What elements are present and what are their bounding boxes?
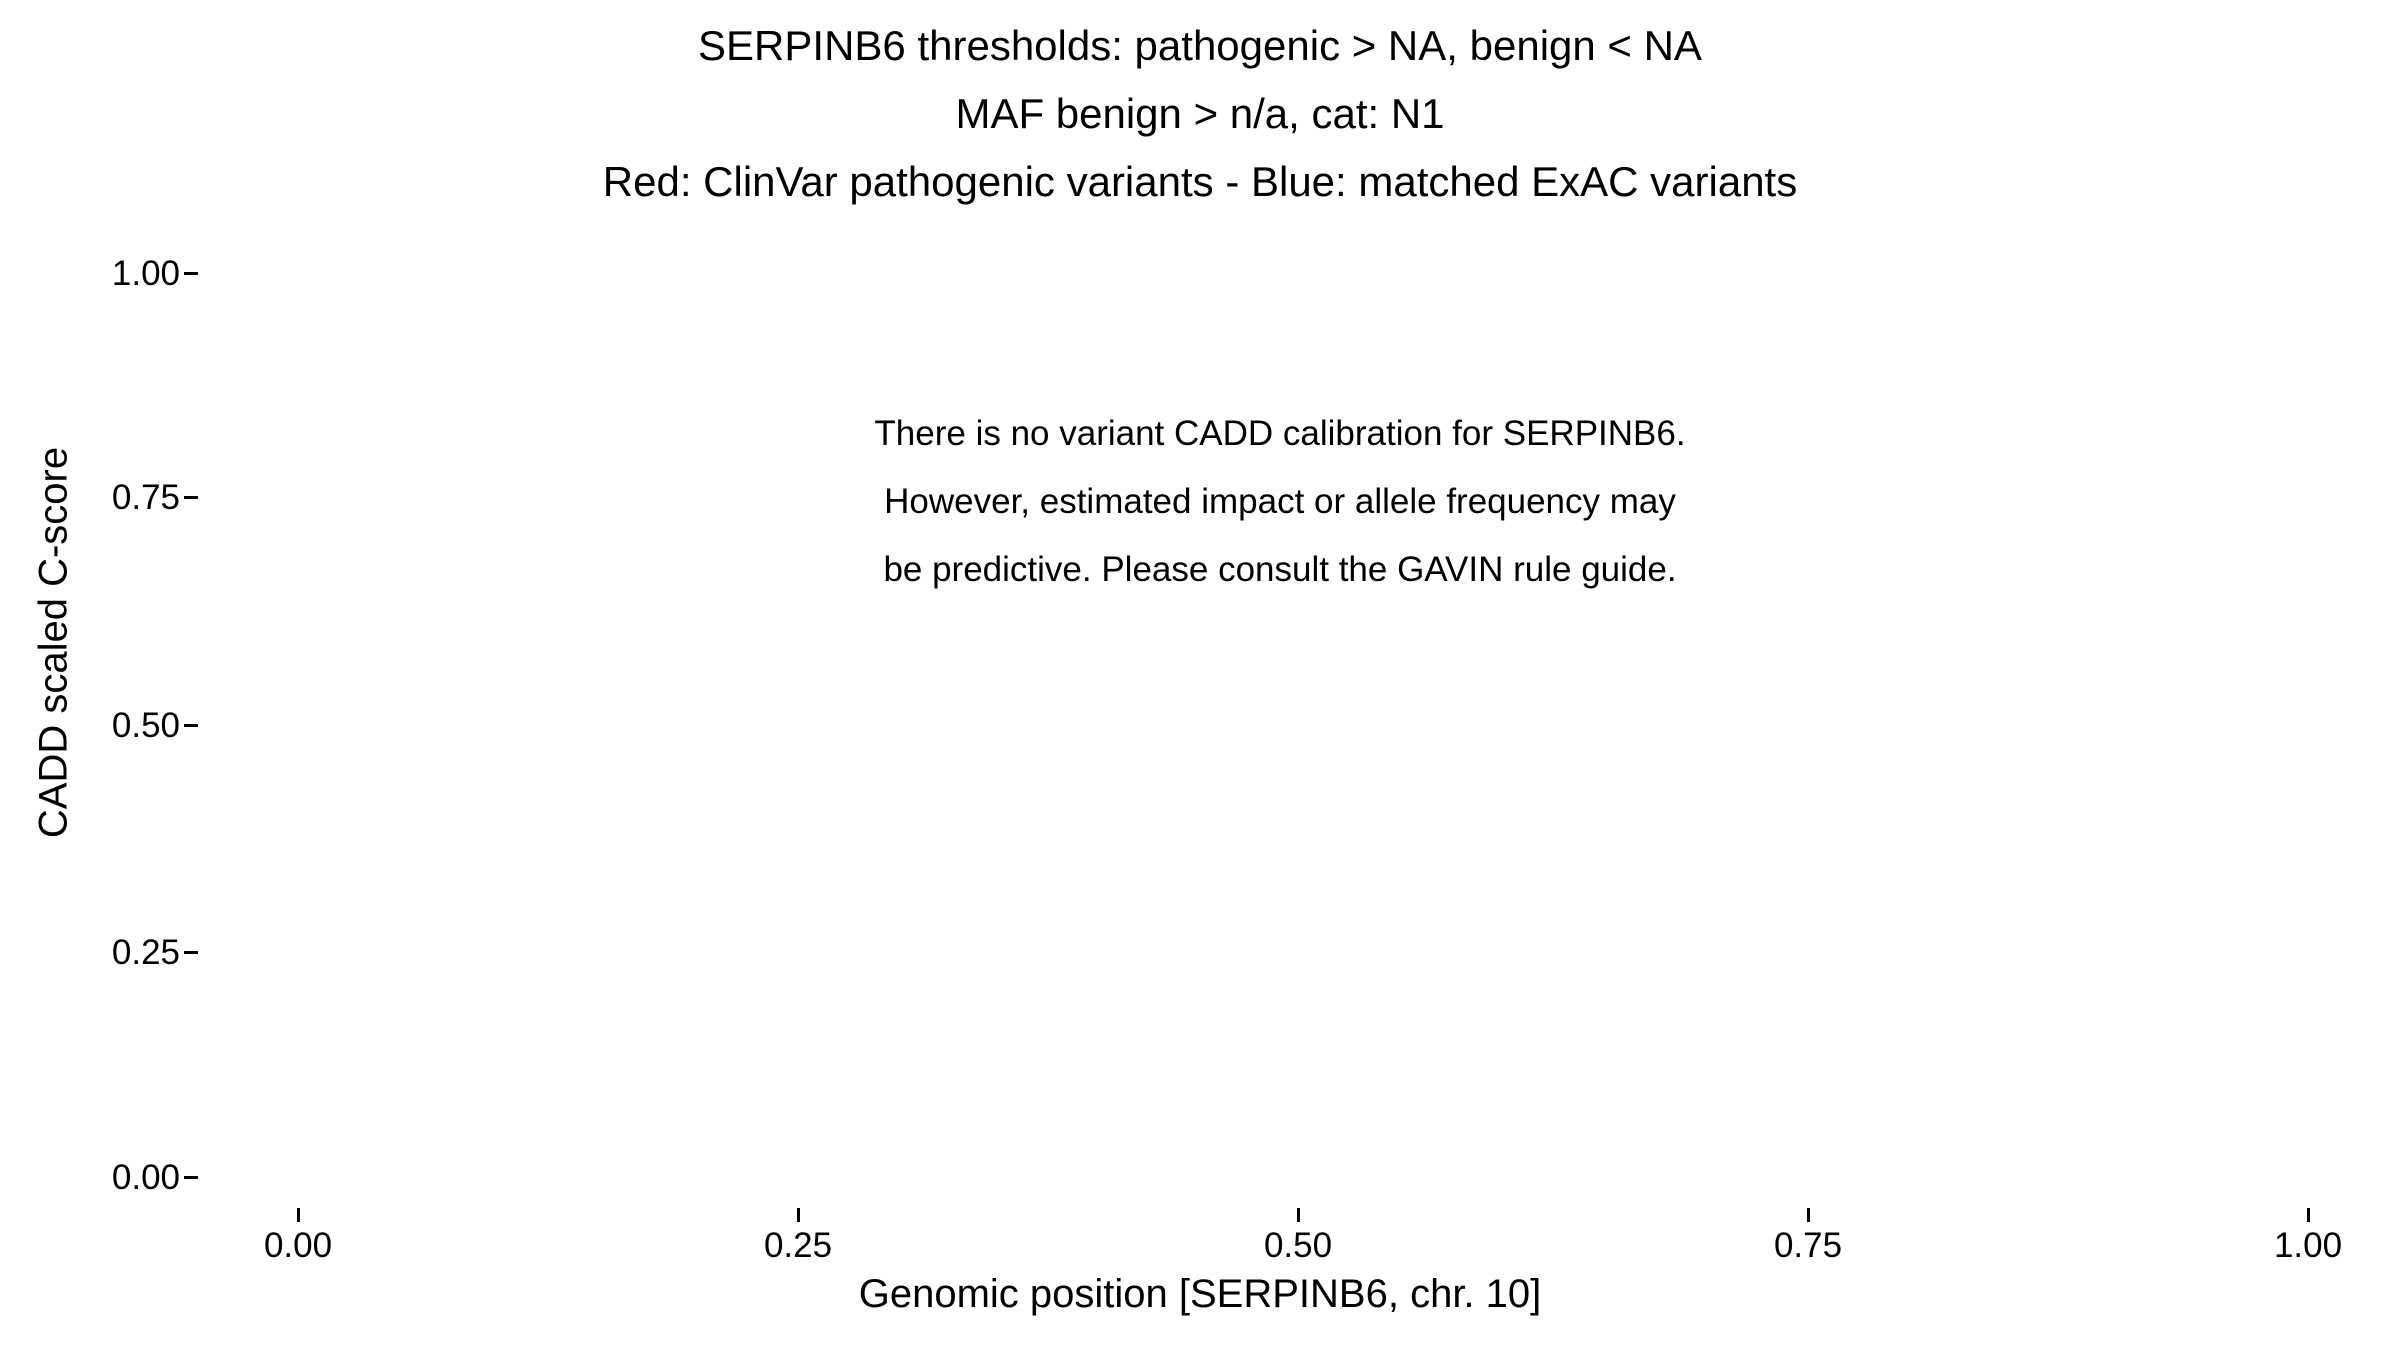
plot-annotation-line-3: be predictive. Please consult the GAVIN rule guide. [883, 550, 1677, 589]
y-tick-label-1.00: 1.00 [111, 254, 180, 293]
y-tick-mark-0.25 [184, 951, 198, 954]
x-tick-label-0.75: 0.75 [1773, 1226, 1843, 1265]
x-tick-label-0.25: 0.25 [763, 1226, 833, 1265]
x-tick-label-0.00: 0.00 [263, 1226, 333, 1265]
y-axis-title: CADD scaled C-score [31, 446, 76, 839]
x-axis-title: Genomic position [SERPINB6, chr. 10] [858, 1272, 1542, 1316]
y-tick-label-0.50: 0.50 [111, 706, 180, 745]
x-tick-mark-1.00 [2307, 1208, 2310, 1222]
x-tick-mark-0.75 [1807, 1208, 1810, 1222]
y-tick-label-0.75: 0.75 [111, 478, 180, 517]
plot-annotation [480, 400, 2080, 604]
chart-title [0, 12, 2400, 216]
chart-title-line-3: Red: ClinVar pathogenic variants - Blue: matched ExAC variants [602, 158, 1798, 205]
x-tick-mark-0.50 [1297, 1208, 1300, 1222]
x-tick-label-0.50: 0.50 [1263, 1226, 1333, 1265]
y-tick-label-0.25: 0.25 [111, 933, 180, 972]
chart-title-line-2: MAF benign > n/a, cat: N1 [955, 90, 1445, 137]
y-tick-mark-0.50 [184, 724, 198, 727]
chart-title-line-1: SERPINB6 thresholds: pathogenic > NA, benign < NA [698, 22, 1702, 69]
y-tick-label-0.00: 0.00 [111, 1158, 180, 1197]
y-tick-mark-1.00 [184, 272, 198, 275]
plot-annotation-line-1: There is no variant CADD calibration for SERPINB6. [874, 414, 1686, 453]
y-tick-mark-0.00 [184, 1176, 198, 1179]
x-tick-mark-0.00 [297, 1208, 300, 1222]
x-tick-mark-0.25 [797, 1208, 800, 1222]
plot-annotation-line-2: However, estimated impact or allele frequency may [884, 482, 1676, 521]
y-tick-mark-0.75 [184, 496, 198, 499]
x-tick-label-1.00: 1.00 [2273, 1226, 2343, 1265]
